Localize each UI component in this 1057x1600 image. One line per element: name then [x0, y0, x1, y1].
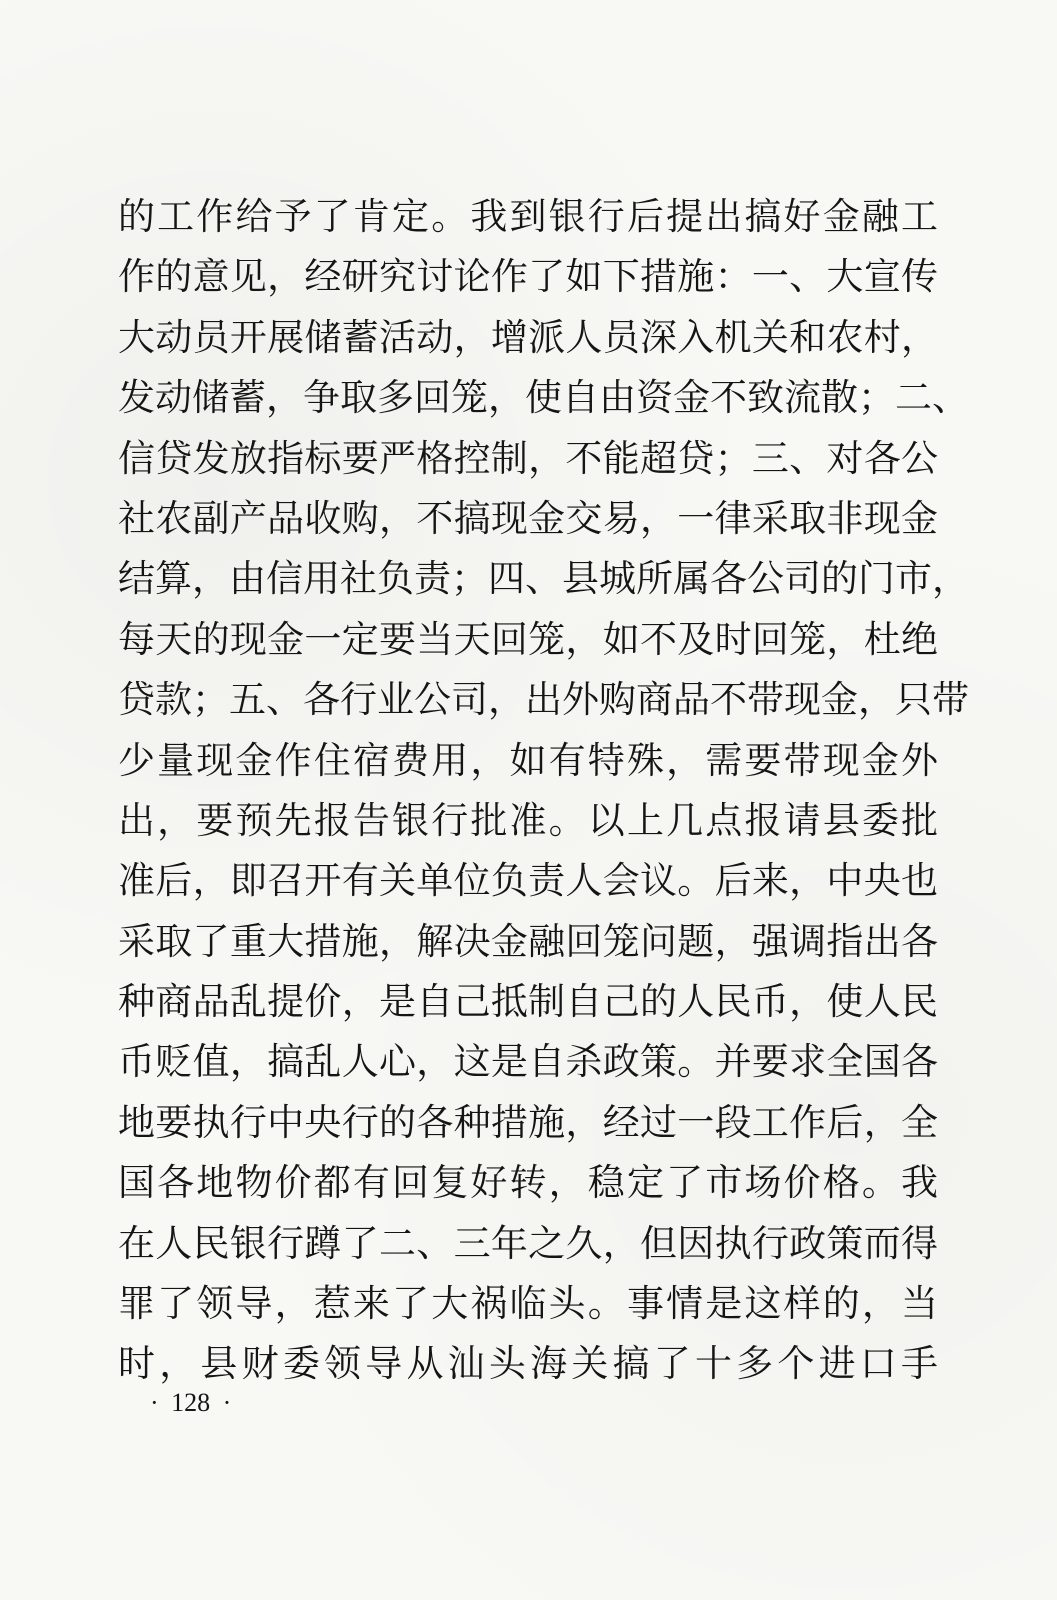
text-line: 每天的现金一定要当天回笼，如不及时回笼，杜绝 [118, 617, 938, 661]
text-line: 时，县财委领导从汕头海关搞了十多个进口手 [118, 1342, 938, 1386]
text-line: 作的意见，经研究讨论作了如下措施：一、大宣传 [118, 255, 938, 299]
text-line: 大动员开展储蓄活动，增派人员深入机关和农村， [118, 315, 938, 359]
text-line: 信贷发放指标要严格控制，不能超贷；三、对各公 [118, 436, 938, 480]
page-number: · 128 · [150, 1388, 232, 1417]
text-line: 国各地物价都有回复好转，稳定了市场价格。我 [118, 1161, 938, 1205]
text-line: 地要执行中央行的各种措施，经过一段工作后，全 [118, 1100, 938, 1144]
text-line: 出，要预先报告银行批准。以上几点报请县委批 [118, 798, 938, 842]
text-line: 准后，即召开有关单位负责人会议。后来，中央也 [118, 859, 938, 903]
body-text [118, 187, 969, 1395]
text-line: 结算，由信用社负责；四、县城所属各公司的门市， [118, 557, 969, 601]
text-line: 采取了重大措施，解决金融回笼问题，强调指出各 [118, 919, 938, 963]
text-line: 的工作给予了肯定。我到银行后提出搞好金融工 [118, 195, 938, 238]
text-line: 贷款；五、各行业公司，出外购商品不带现金，只带 [118, 678, 969, 722]
text-line: 发动储蓄，争取多回笼，使自由资金不致流散；二、 [118, 376, 969, 420]
text-line: 社农副产品收购，不搞现金交易，一律采取非现金 [118, 496, 938, 540]
text-line: 少量现金作住宿费用，如有特殊，需要带现金外 [118, 738, 938, 782]
text-line: 在人民银行蹲了二、三年之久，但因执行政策而得 [118, 1221, 938, 1265]
text-line: 种商品乱提价，是自己抵制自己的人民币，使人民 [118, 980, 938, 1024]
text-line: 币贬值，搞乱人心，这是自杀政策。并要求全国各 [118, 1040, 938, 1084]
text-line: 罪了领导，惹来了大祸临头。事情是这样的，当 [118, 1282, 938, 1326]
